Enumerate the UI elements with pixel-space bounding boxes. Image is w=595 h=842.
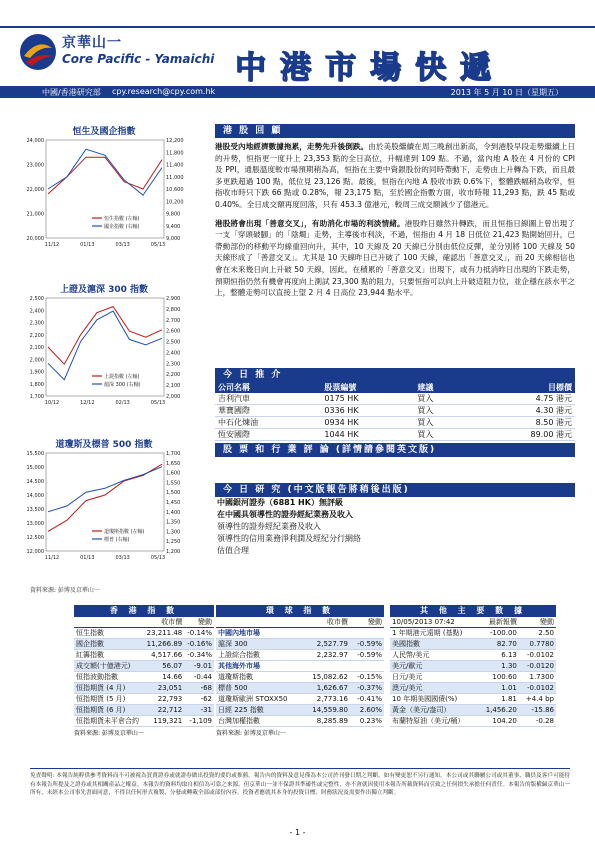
table-source-note: 資料來源: 彭博及京華山一 [74, 730, 144, 737]
close-value: 1,626.67 [303, 683, 350, 694]
stock-code: 0175 HK [321, 393, 414, 405]
y-right-tick-label: 11,400 [166, 162, 184, 169]
change-value: 0.23% [350, 716, 384, 727]
y-right-tick-label: 1,550 [166, 480, 181, 487]
y-left-tick-label: 2,400 [29, 308, 44, 315]
close-value: 22,793 [143, 694, 184, 705]
change-value: -0.28 [519, 716, 556, 727]
row-label: 澳元/美元 [390, 683, 478, 694]
y-right-tick-label: 2,100 [166, 383, 181, 390]
research-list [215, 497, 575, 557]
close-value: 2,232.97 [303, 650, 350, 661]
table-row [74, 705, 214, 716]
row-label: 日經 225 指數 [216, 705, 303, 716]
y-right-tick-label: 11,800 [166, 150, 184, 157]
change-value: -0.16% [184, 639, 214, 650]
y-left-tick-label: 2,000 [29, 357, 44, 364]
row-label: 道瓊斯指數 [216, 672, 303, 683]
y-right-tick-label: 2,200 [166, 372, 181, 379]
list-item: 領導性的信用業務淨利潤及經紀分行網絡 [217, 534, 361, 543]
table-row [215, 417, 575, 429]
y-right-tick-label: 10,200 [166, 199, 184, 206]
table-caption: 環 球 指 數 [216, 605, 384, 617]
change-value: -0.41% [350, 694, 384, 705]
header-band [0, 86, 595, 98]
close-value: 2,527.79 [303, 639, 350, 650]
paragraph-body: 由於美股繼續在周三晚創出新高，令到港股早段走勢繼續上日的升勢，恒指更一度升上 23,353 點的全日高位，升幅達到 109 點。不過，當內地 A 股在 4 月份的 CPI 及 PPI，通脹溫度較市場預期稍為高，恒指在主要中資銀股份的同時帶動下，走勢由上升轉為下跌，而且最多更跌超過 100 點，低位見 23,126 點。最後，恒指在內地 A 股收市跌 0.6%下，整體跌幅稍為收窄，恒指收市時只下跌 66 點或 0.28%，報 23,175 點，至於國企指數方面，收市時報 11,293 點，跌 45 點或 0.40%。全日成交額再度回落，只有 453.3 億港元，較周三成交額減少了億港元。 [215, 142, 575, 209]
row-label: 紅籌指數 [74, 650, 143, 661]
close-value: 4,517.66 [143, 650, 184, 661]
change-value: 1.7300 [519, 672, 556, 683]
page-header [0, 0, 595, 118]
table-source-note: 資料來源: 彭博及京華山一 [216, 730, 286, 737]
section-heading[interactable]: 股 票 和 行 業 評 論 (詳情請參閱英文版) [215, 443, 575, 457]
close-value: 15,082.62 [303, 672, 350, 683]
company-name: 恆安國際 [215, 429, 321, 441]
change-value: -0.59% [350, 650, 384, 661]
logo-icon [18, 32, 58, 72]
legend-label: 國企指數 (右軸) [104, 224, 140, 230]
close-value: 82.70 [478, 639, 519, 650]
row-label: 恒生指數 [74, 628, 143, 639]
recommendation-section [215, 368, 575, 441]
row-label: 成交額(十億港元) [74, 661, 143, 672]
company-name: 中石化煉油 [215, 417, 321, 429]
table-row [390, 705, 556, 716]
row-label: 美元/歐元 [390, 661, 478, 672]
column-header: 變動 [519, 617, 556, 628]
table-row [74, 628, 214, 639]
target-price: 89.00 港元 [465, 429, 575, 441]
y-left-tick-label: 20,000 [26, 236, 44, 242]
change-value: -0.14% [184, 628, 214, 639]
column-header: 收市價 [303, 617, 350, 628]
y-left-tick-label: 1,800 [29, 381, 44, 388]
table-row [390, 650, 556, 661]
table-header-row [215, 382, 575, 393]
y-right-tick-label: 2,500 [166, 339, 181, 346]
row-label: 國企指數 [74, 639, 143, 650]
table-row [216, 705, 384, 716]
row-label: 美國指數 [390, 639, 478, 650]
y-right-tick-label: 1,300 [166, 529, 181, 536]
list-item: 在中國具領導性的證券經紀業務及收入 [217, 510, 353, 519]
x-tick-label: 01/13 [80, 242, 95, 248]
review-paragraph-1 [215, 141, 575, 211]
row-label: 上證綜合指數 [216, 650, 303, 661]
legend-label: 標普 (右軸) [104, 537, 130, 543]
change-value: -0.59% [350, 639, 384, 650]
close-value: 1.01 [478, 683, 519, 694]
table-caption: 香 港 指 數 [74, 605, 214, 617]
y-left-tick-label: 22,000 [26, 187, 44, 193]
y-right-tick-label: 2,300 [166, 361, 181, 368]
close-value: 23,051 [143, 683, 184, 694]
column-header: 目標價 [465, 382, 575, 393]
row-label: 恒指期貨 (6 月) [74, 705, 143, 716]
y-right-tick-label: 1,450 [166, 500, 181, 506]
close-value: 11,266.89 [143, 639, 184, 650]
table-row [390, 639, 556, 650]
table-row [216, 683, 384, 694]
close-value: 56.07 [143, 661, 184, 672]
close-value: -100.00 [478, 628, 519, 639]
rating: 買入 [414, 417, 465, 429]
paragraph-lead: 港股受內地經濟數據拖累，走勢先升後倒跌。 [215, 142, 369, 151]
y-left-tick-label: 1,900 [29, 369, 44, 376]
close-value: 100.60 [478, 672, 519, 683]
rating: 買入 [414, 429, 465, 441]
row-label: 中國內地市場 [216, 628, 303, 639]
row-label: 10 年期美國國債(%) [390, 694, 478, 705]
row-label: 恒指期貨 (4 月) [74, 683, 143, 694]
list-item: 估值合理 [217, 546, 249, 555]
target-price: 4.75 港元 [465, 393, 575, 405]
row-label: 恒指期貨 (5 月) [74, 694, 143, 705]
close-value: 23,211.48 [143, 628, 184, 639]
column-header: 公司名稱 [215, 382, 321, 393]
logo-english-name: Core Pacific - Yamaichi [62, 52, 215, 66]
y-right-tick-label: 11,000 [166, 174, 184, 181]
table-row [390, 672, 556, 683]
company-name: 吉利汽車 [215, 393, 321, 405]
target-price: 8.50 港元 [465, 417, 575, 429]
change-value [350, 661, 384, 672]
y-right-tick-label: 2,800 [166, 306, 181, 313]
department-label: 中國/香港研究部 [42, 88, 101, 97]
close-value: 8,285.89 [303, 716, 350, 727]
column-header: 收市價 [143, 617, 184, 628]
table-row [74, 661, 214, 672]
x-tick-label: 11/12 [44, 555, 60, 561]
report-date: 2013 年 5 月 10 日（星期五） [450, 88, 563, 97]
change-value: -0.15% [350, 672, 384, 683]
table-row [216, 650, 384, 661]
table-row [74, 650, 214, 661]
logo-chinese-name: 京華山一 [62, 35, 122, 51]
rating: 買入 [414, 405, 465, 417]
row-label: 其他海外市場 [216, 661, 303, 672]
change-value: -0.0102 [519, 683, 556, 694]
close-value [303, 661, 350, 672]
market-review-section [215, 124, 575, 299]
y-left-tick-label: 14,500 [26, 479, 44, 485]
x-tick-label: 01/13 [80, 555, 95, 561]
table-caption: 其 他 主 要 數 據 [390, 605, 556, 617]
stock-code: 1044 HK [321, 429, 414, 441]
company-name: 華寶國際 [215, 405, 321, 417]
chart-title: 道瓊斯及標普 500 指數 [55, 440, 153, 450]
top-rule [0, 26, 595, 28]
y-left-tick-label: 15,000 [26, 465, 44, 471]
close-value: 1.30 [478, 661, 519, 672]
change-value: -1,109 [184, 716, 214, 727]
stock-code: 0934 HK [321, 417, 414, 429]
table-row [216, 694, 384, 705]
y-right-tick-label: 1,700 [166, 451, 181, 457]
chart-dji-spx-svg [14, 449, 194, 569]
stock-code: 0336 HK [321, 405, 414, 417]
y-right-tick-label: 2,700 [166, 317, 181, 324]
page-number: - 1 - [289, 828, 306, 837]
x-tick-label: 03/13 [115, 555, 130, 561]
y-right-tick-label: 9,400 [166, 223, 181, 230]
y-left-tick-label: 1,700 [29, 394, 44, 400]
recommendation-table [215, 382, 575, 441]
chart-sse-csi300 [14, 282, 194, 416]
table-row [216, 672, 384, 683]
table-row [390, 716, 556, 727]
change-value: +4.4 bp [519, 694, 556, 705]
table-row [74, 716, 214, 727]
chart-hsi-hscei [14, 124, 194, 258]
legend-label: 恒生指數 (左軸) [104, 216, 140, 222]
legend-label: 道瓊斯指數 (左軸) [104, 529, 145, 535]
change-value: -0.44 [184, 672, 214, 683]
column-header: 10/05/2013 07:42 [390, 617, 478, 628]
x-tick-label: 02/13 [115, 400, 130, 406]
row-label: 日元/美元 [390, 672, 478, 683]
y-right-tick-label: 1,650 [166, 460, 181, 467]
row-label: 標普 500 [216, 683, 303, 694]
table-header-row [216, 617, 384, 628]
y-left-tick-label: 12,000 [26, 549, 44, 555]
row-label: 恒指波動指數 [74, 672, 143, 683]
list-item: 領導性的證券經紀業務及收入 [217, 522, 321, 531]
hk-index-table [74, 605, 214, 737]
section-heading: 港 股 回 顧 [215, 124, 575, 138]
row-label: 黃金（美元/盎司） [390, 705, 478, 716]
y-left-tick-label: 2,500 [29, 296, 44, 302]
paragraph-lead: 港股將會出現「善意交叉」，有助消化市場的利淡情緒。 [215, 218, 405, 228]
chart-hsi-hscei-svg [14, 136, 194, 256]
change-value [350, 628, 384, 639]
table-row [216, 716, 384, 727]
row-label: 滬深 300 [216, 639, 303, 650]
chart-dji-spx [14, 437, 194, 571]
x-tick-label: 05/13 [150, 555, 166, 561]
y-right-tick-label: 9,800 [166, 211, 181, 218]
y-right-tick-label: 2,400 [166, 350, 181, 357]
y-left-tick-label: 23,000 [26, 162, 44, 169]
column-header: 變動 [350, 617, 384, 628]
change-value: -0.34% [184, 650, 214, 661]
x-tick-label: 03/13 [115, 242, 130, 248]
y-right-tick-label: 1,350 [166, 519, 181, 526]
y-left-tick-label: 13,000 [26, 521, 44, 527]
y-right-tick-label: 2,600 [166, 328, 181, 335]
y-left-tick-label: 2,300 [29, 320, 44, 327]
table-row [216, 628, 384, 639]
y-right-tick-label: 10,600 [166, 187, 184, 193]
close-value: 2,773.16 [303, 694, 350, 705]
chart-title: 恒生及國企指數 [72, 127, 136, 137]
close-value: 119,321 [143, 716, 184, 727]
table-row [215, 393, 575, 405]
x-tick-label: 10/12 [44, 400, 60, 406]
y-right-tick-label: 2,900 [166, 296, 181, 302]
table-row [74, 694, 214, 705]
close-value: 6.13 [478, 650, 519, 661]
change-value: -0.0120 [519, 661, 556, 672]
y-left-tick-label: 2,100 [29, 345, 44, 351]
row-label: 道瓊斯歐洲 STOXX50 [216, 694, 303, 705]
y-right-tick-label: 1,250 [166, 539, 181, 546]
column-header: 變動 [184, 617, 214, 628]
other-data-table [390, 605, 556, 727]
close-value: 104.20 [478, 716, 519, 727]
sector-review-section [215, 443, 575, 457]
page-title: 中港市場快遞 [235, 50, 505, 86]
y-left-tick-label: 12,500 [26, 535, 44, 541]
list-item: 中國銀河證券（6881 HK）無評級 [217, 498, 343, 507]
y-right-tick-label: 12,200 [166, 138, 184, 144]
close-value: 1.81 [478, 694, 519, 705]
legend-label: 滬深 300 (右軸) [104, 382, 141, 388]
legend-label: 上證指數 (左軸) [104, 374, 140, 380]
table-row [216, 661, 384, 672]
table-row [390, 628, 556, 639]
x-tick-label: 12/12 [80, 400, 95, 406]
change-value: 2.60% [350, 705, 384, 716]
chart-sse-csi300-svg [14, 294, 194, 414]
row-label: 台灣加權指數 [216, 716, 303, 727]
column-header: 最新報價 [478, 617, 519, 628]
row-label: 人民幣/美元 [390, 650, 478, 661]
column-header [216, 617, 303, 628]
table-row [215, 405, 575, 417]
change-value: -68 [184, 683, 214, 694]
y-right-tick-label: 1,400 [166, 509, 181, 516]
change-value: 0.7780 [519, 639, 556, 650]
close-value: 14,559.80 [303, 705, 350, 716]
contact-email[interactable]: cpy.research@cpy.com.hk [112, 87, 216, 96]
company-logo [18, 30, 223, 80]
y-right-tick-label: 1,500 [166, 490, 181, 497]
x-tick-label: 05/13 [150, 400, 166, 406]
close-value [303, 628, 350, 639]
column-header: 股票編號 [321, 382, 414, 393]
close-value: 14.66 [143, 672, 184, 683]
table-header-row [74, 617, 214, 628]
table-row [390, 683, 556, 694]
column-header: 建議 [414, 382, 465, 393]
change-value: -62 [184, 694, 214, 705]
global-index-table [216, 605, 384, 737]
change-value: -31 [184, 705, 214, 716]
change-value: 2.50 [519, 628, 556, 639]
target-price: 4.30 港元 [465, 405, 575, 417]
y-left-tick-label: 21,000 [26, 211, 44, 218]
table-row [215, 429, 575, 441]
x-tick-label: 05/13 [150, 242, 166, 248]
section-heading: 今 日 研 究 (中文版報告將稍後出版) [215, 483, 575, 497]
y-right-tick-label: 9,000 [166, 236, 181, 242]
row-label: 布蘭特原油（美元/桶） [390, 716, 478, 727]
y-left-tick-label: 2,200 [29, 332, 44, 339]
disclaimer: 免責聲明: 本報告純粹供參考資料而不可被視為買賣證券或就證券做出投資的要約或推薦。報告內的資料及意見僅為本公司於刊發日期之判斷，如有變更恕不另行通知。本公司或其聯屬公司或其董事、職員及客戶可能持有本報告所提及之證券或其相關產品之權益。本報告的資料均取自相信為可靠之來源，但京華山一並不保證其準確性或完整性，亦不會就因使用本報告所載資料而引致之任何損失承擔任何責任。本報告的版權歸京華山一所有，未經本公司事先書面同意，不得以任何形式複製、分發或轉載全部或部份內容。投資者應就其本身的投資目標、財務狀況及需要作出獨立判斷。 [30, 768, 570, 798]
y-right-tick-label: 2,000 [166, 394, 181, 400]
review-paragraph-2 [215, 218, 575, 299]
table-row [216, 639, 384, 650]
chart-source-note: 資料來源: 彭博及京華山一 [30, 587, 100, 594]
table-header-row [390, 617, 556, 628]
y-left-tick-label: 15,500 [26, 451, 44, 457]
change-value: -15.86 [519, 705, 556, 716]
y-left-tick-label: 14,000 [26, 493, 44, 499]
chart-title: 上證及滬深 300 指數 [59, 285, 149, 295]
y-left-tick-label: 24,000 [26, 138, 44, 144]
close-value: 1,456.20 [478, 705, 519, 716]
change-value: -0.37% [350, 683, 384, 694]
y-right-tick-label: 1,600 [166, 470, 181, 477]
table-row [74, 683, 214, 694]
close-value: 22,712 [143, 705, 184, 716]
table-row [74, 672, 214, 683]
paragraph-body: 港股昨日雖然升轉跌，而且恒指日線圖上曾出現了一支「穿頭破腳」的「陰燭」走勢，主導後市利淡，不過，恒指由 4 月 18 日低位 21,423 點開始回升，已帶動部份的移動平均線重回向升，其中，10 天線及 20 天線已分別由低位反彈，並分別將 100 天線及 50 天線形成了「善意交叉」。尤其是 10 天線昨日已升破了 100 天線，確認出「善意交叉」，而 20 天線相信也會在未來幾日向上升破 50 天線，因此，在積累的「善意交叉」出現下，或有力抵消昨日出現的下跌走勢，預期恒指仍然有機會再度向上測試 23,300 點的阻力，只要恒指可以向上升破這阻力位，並企穩在該水平之上，整體走勢可以直接上望 2 月 4 日高位 23,944 點水平。 [215, 218, 576, 298]
change-value: -0.0102 [519, 650, 556, 661]
x-tick-label: 11/12 [44, 242, 60, 248]
row-label: 恒指期貨未平倉合約 [74, 716, 143, 727]
table-row [390, 661, 556, 672]
table-row [390, 694, 556, 705]
column-header [74, 617, 143, 628]
row-label: 1 年期港元遠期 (基點) [390, 628, 478, 639]
change-value: -9.01 [184, 661, 214, 672]
y-left-tick-label: 13,500 [26, 507, 44, 513]
research-section [215, 483, 575, 557]
section-heading: 今 日 推 介 [215, 368, 575, 382]
y-right-tick-label: 1,200 [166, 549, 181, 555]
table-row [74, 639, 214, 650]
rating: 買入 [414, 393, 465, 405]
